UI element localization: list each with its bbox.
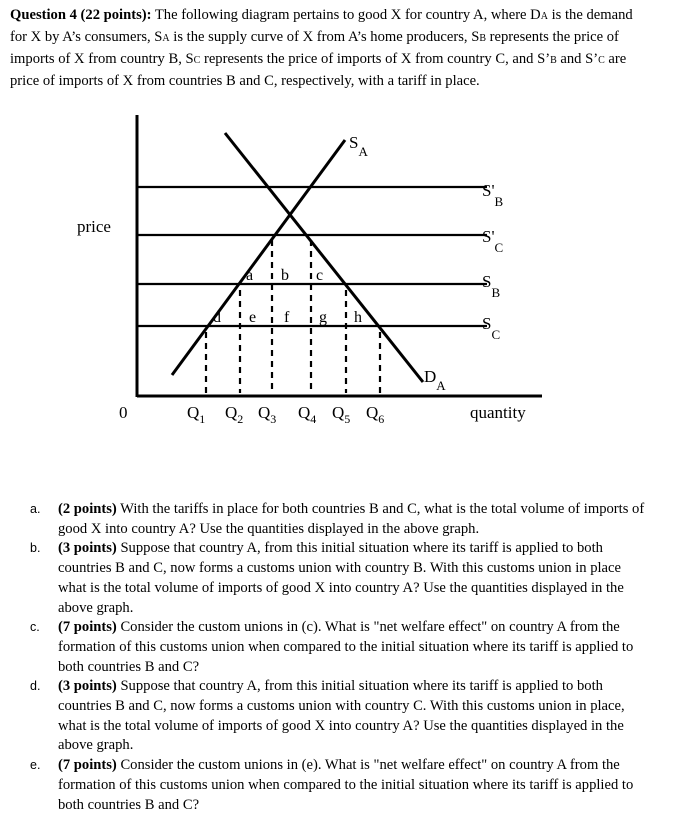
header-sub: C [598,55,605,66]
origin-label: 0 [119,403,128,422]
header-sub: B [479,33,486,44]
q2-label: $Q_2$ [225,403,244,426]
item-text: Suppose that country A, from this initial situation where its tariff is applied to both countries B and C, now forms a customs union with country C. With this customs union in place, what is the total volume of imports of good X into country A? Use the quantities displayed in the above graph. [58,678,625,754]
area-f: f [284,309,290,326]
header-text: and S’ [556,51,599,67]
area-b: b [281,267,289,284]
item-marker: b. [30,541,41,556]
area-a: a [246,267,254,284]
question-item-b [30,539,650,618]
q4-label: $Q_4$ [298,403,317,426]
question-item-d [30,677,650,756]
label-s-b: $S_B$ [482,272,501,300]
header-text: is the supply curve of X from A’s home producers, S [169,29,480,45]
header-sub: B [550,55,557,66]
area-d: d [213,309,221,326]
item-marker: e. [30,758,41,773]
header-text: are price of imports of X from countries B and C, respectively, with a tariff in place. [10,51,627,89]
item-text: Consider the custom unions in (e). What is "net welfare effect" on country A from the formation of this customs union when compared to the initial situation where its tariff is applied to both countries B and C? [58,757,634,813]
supply-label: $S_A$ [349,133,368,159]
header-text: is the demand for X by A’s consumers, S [10,7,633,45]
item-points: (3 points) [58,540,117,557]
header-sub: A [162,33,170,44]
question-label: Question 4 (22 points): [10,7,152,23]
question-list [30,500,650,815]
q3-label: $Q_3$ [258,403,277,426]
demand-label: $D_A$ [424,367,446,393]
header-text: The following diagram pertains to good X for country A, where D [151,7,541,23]
item-points: (7 points) [58,757,117,774]
label-s-prime-b: $S'_B$ [482,181,504,209]
question-item-c [30,618,650,677]
q5-label: $Q_5$ [332,403,351,426]
item-points: (7 points) [58,619,117,636]
item-text: Consider the custom unions in (c). What is "net welfare effect" on country A from the formation of this customs union when compared to the initial situation where its tariff is applied to both countries B and C? [58,619,634,675]
q6-label: $Q_6$ [366,403,385,426]
quantity-label: quantity [470,403,526,422]
question-item-a [30,500,650,539]
question-item-e [30,756,650,815]
item-points: (3 points) [58,678,117,695]
item-marker: a. [30,502,41,516]
item-text: With the tariffs in place for both countries B and C, what is the total volume of imports of good X into country A? Use the quantities displayed in the above graph. [58,501,645,537]
item-points: (2 points) [58,501,117,517]
price-label: price [77,217,111,236]
header-sub: C [193,55,201,66]
q1-label: $Q_1$ [187,403,206,426]
label-s-prime-c: $S'_C$ [482,227,504,255]
header-sub: A [540,11,548,22]
label-s-c: $S_C$ [482,314,501,342]
area-c: c [316,267,324,284]
header-text: represents the price of imports of X from country B, S [10,29,619,67]
header-text: represents the price of imports of X from country C, and S’ [200,51,551,67]
item-marker: c. [30,620,40,635]
area-g: g [319,309,327,326]
item-marker: d. [30,679,41,694]
item-text: Suppose that country A, from this initial situation where its tariff is applied to both countries B and C, now forms a customs union with country B. With this customs union in place what is the total volume of imports of good X into country A? Use the quantities displayed in the above graph. [58,540,624,616]
area-e: e [249,309,257,326]
area-h: h [354,309,362,326]
